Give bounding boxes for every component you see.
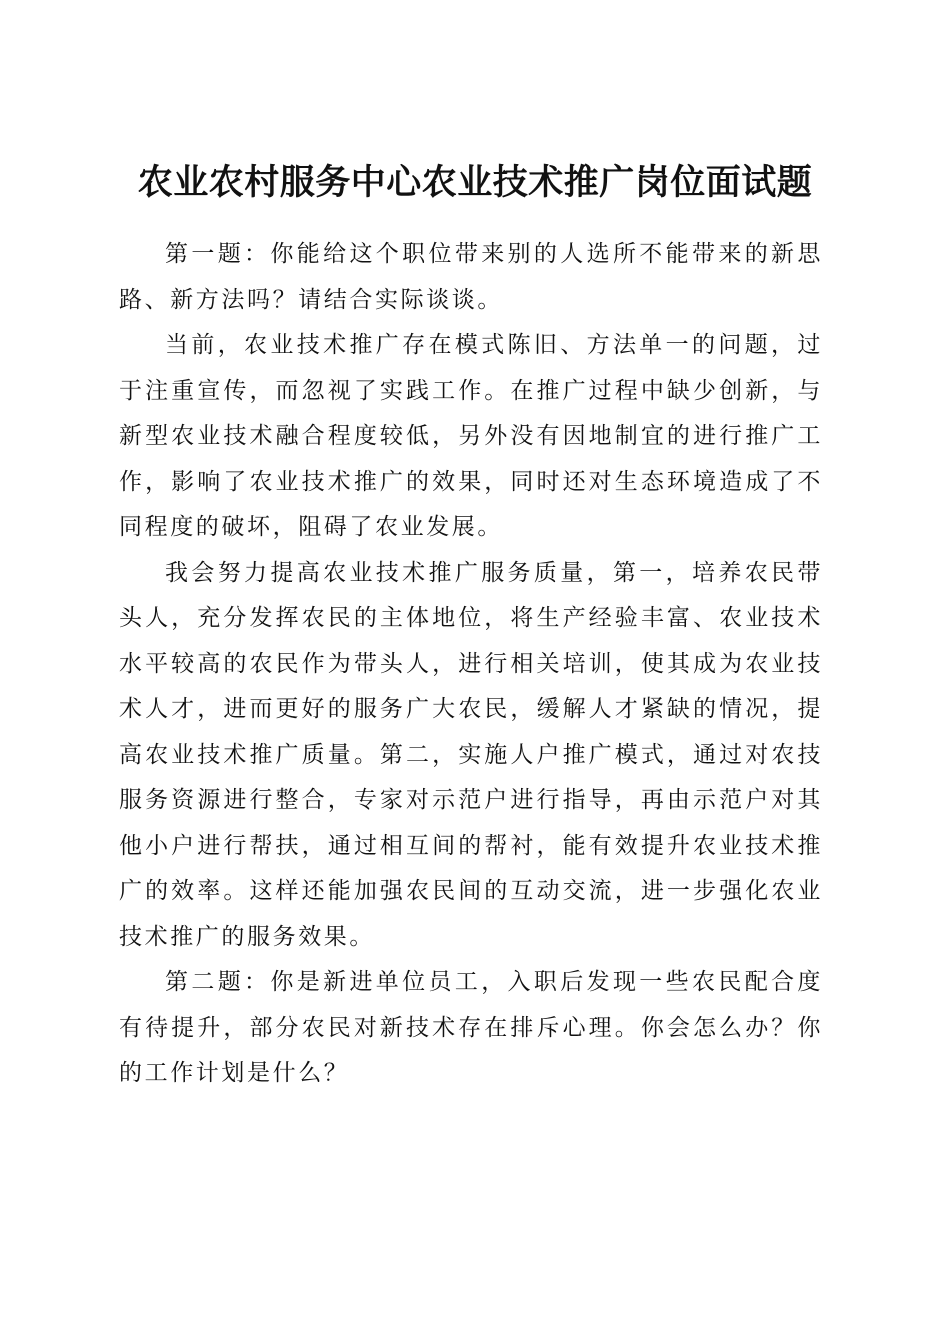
document-body xyxy=(119,232,823,1097)
question-1: 第一题：你能给这个职位带来别的人选所不能带来的新思路、新方法吗？请结合实际谈谈。 xyxy=(119,241,823,313)
question-2: 第二题：你是新进单位员工，入职后发现一些农民配合度有待提升，部分农民对新技术存在排斥心理。你会怎么办？你的工作计划是什么？ xyxy=(119,969,823,1086)
answer-paragraph-2: 我会努力提高农业技术推广服务质量，第一，培养农民带头人，充分发挥农民的主体地位，将生产经验丰富、农业技术水平较高的农民作为带头人，进行相关培训，使其成为农业技术人才，进而更好的服务广大农民，缓解人才紧缺的情况，提高农业技术推广质量。第二，实施人户推广模式，通过对农技服务资源进行整合，专家对示范户进行指导，再由示范户对其他小户进行帮扶，通过相互间的帮衬，能有效提升农业技术推广的效率。这样还能加强农民间的互动交流，进一步强化农业技术推广的服务效果。 xyxy=(119,559,823,950)
document-title: 农业农村服务中心农业技术推广岗位面试题 xyxy=(137,162,813,204)
answer-paragraph-1: 当前，农业技术推广存在模式陈旧、方法单一的问题，过于注重宣传，而忽视了实践工作。在推广过程中缺少创新，与新型农业技术融合程度较低，另外没有因地制宜的进行推广工作，影响了农业技术推广的效果，同时还对生态环境造成了不同程度的破坏，阻碍了农业发展。 xyxy=(119,332,823,540)
